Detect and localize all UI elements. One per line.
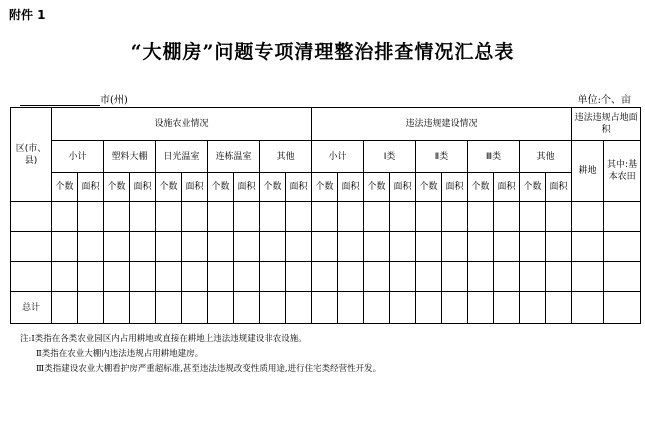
- district-header: 区(市、县): [11, 108, 52, 202]
- table-cell: [338, 262, 364, 292]
- table-cell: [572, 262, 604, 292]
- land-farmland-header: 耕地: [572, 141, 604, 202]
- note-text: Ⅱ类指在农业大棚内违法违规占用耕地建房。: [36, 349, 204, 359]
- summary-table: [10, 107, 641, 324]
- agri-subgroup-header: 小计: [52, 141, 104, 173]
- table-cell: [156, 202, 182, 232]
- agri-group-header: 设施农业情况: [52, 108, 312, 141]
- count-header: 个数: [468, 173, 494, 202]
- table-cell: [442, 292, 468, 324]
- table-cell: [182, 202, 208, 232]
- table-cell: [338, 292, 364, 324]
- table-cell: [234, 262, 260, 292]
- table-cell: [286, 262, 312, 292]
- table-cell: [494, 262, 520, 292]
- table-cell: [572, 202, 604, 232]
- table-cell: [604, 202, 641, 232]
- table-cell: [364, 292, 390, 324]
- note-text: Ⅲ类指建设农业大棚看护房严重超标准,甚至违法违规改变性质用途,进行住宅类经营性开发。: [36, 364, 382, 374]
- table-cell: [130, 292, 156, 324]
- area-header: 面积: [338, 173, 364, 202]
- illegal-subgroup-header: Ⅲ类: [468, 141, 520, 173]
- area-header: 面积: [546, 173, 572, 202]
- table-cell: [442, 232, 468, 262]
- note-2: [20, 347, 381, 362]
- table-cell: [260, 202, 286, 232]
- count-header: 个数: [312, 173, 338, 202]
- table-cell: [182, 292, 208, 324]
- table-cell: [468, 292, 494, 324]
- table-cell: [494, 292, 520, 324]
- count-header: 个数: [416, 173, 442, 202]
- table-cell: [442, 202, 468, 232]
- land-group-header: 违法违规占地面积: [572, 108, 641, 141]
- table-cell: [52, 292, 78, 324]
- table-cell: [130, 232, 156, 262]
- table-cell: [78, 202, 104, 232]
- area-header: 面积: [78, 173, 104, 202]
- table-cell: [286, 202, 312, 232]
- table-cell: [52, 262, 78, 292]
- table-cell: [182, 262, 208, 292]
- table-cell: [130, 262, 156, 292]
- count-header: 个数: [364, 173, 390, 202]
- total-row: [11, 292, 641, 324]
- land-basic-farmland-header: 其中:基本农田: [604, 141, 641, 202]
- table-cell: [104, 262, 130, 292]
- table-cell: [234, 232, 260, 262]
- area-header: 面积: [182, 173, 208, 202]
- table-cell: [260, 262, 286, 292]
- table-cell: [390, 232, 416, 262]
- table-cell: [104, 292, 130, 324]
- table-cell: [520, 232, 546, 262]
- city-suffix: 市(州): [100, 95, 128, 106]
- table-cell: [572, 232, 604, 262]
- table-cell: [494, 202, 520, 232]
- table-cell: [286, 292, 312, 324]
- table-cell: [604, 262, 641, 292]
- table-cell: [468, 232, 494, 262]
- count-header: 个数: [520, 173, 546, 202]
- table-cell: [546, 262, 572, 292]
- table-cell: [286, 232, 312, 262]
- table-cell: [78, 292, 104, 324]
- table-cell: [416, 292, 442, 324]
- table-cell: [104, 202, 130, 232]
- header-row-3: [11, 173, 641, 202]
- table-cell: [11, 202, 52, 232]
- area-header: 面积: [442, 173, 468, 202]
- table-cell: [390, 202, 416, 232]
- area-header: 面积: [234, 173, 260, 202]
- table-cell: [156, 292, 182, 324]
- table-cell: [156, 262, 182, 292]
- table-cell: [442, 262, 468, 292]
- table-cell: [52, 202, 78, 232]
- attachment-label: 附件 1: [9, 8, 46, 22]
- note-text: Ⅰ类指在各类农业园区内占用耕地或直接在耕地上违法违规建设非农设施。: [31, 334, 307, 344]
- area-header: 面积: [494, 173, 520, 202]
- city-field: [20, 91, 128, 106]
- count-header: 个数: [260, 173, 286, 202]
- table-cell: [604, 232, 641, 262]
- table-row: [11, 202, 641, 232]
- area-header: 面积: [286, 173, 312, 202]
- notes: [20, 332, 381, 377]
- illegal-subgroup-header: Ⅱ类: [416, 141, 468, 173]
- note-prefix: 注:: [20, 334, 32, 344]
- table-cell: [364, 262, 390, 292]
- table-cell: [416, 202, 442, 232]
- table-cell: [390, 262, 416, 292]
- count-header: 个数: [208, 173, 234, 202]
- count-header: 个数: [52, 173, 78, 202]
- area-header: 面积: [390, 173, 416, 202]
- table-cell: [338, 202, 364, 232]
- table-cell: [78, 232, 104, 262]
- note-1: [20, 332, 381, 347]
- illegal-group-header: 违法违规建设情况: [312, 108, 572, 141]
- total-label: 总计: [11, 292, 52, 324]
- table-cell: [416, 262, 442, 292]
- header-row-1: [11, 108, 641, 141]
- table-row: [11, 262, 641, 292]
- illegal-subgroup-header: 其他: [520, 141, 572, 173]
- table-cell: [182, 232, 208, 262]
- table-cell: [104, 232, 130, 262]
- table-cell: [416, 232, 442, 262]
- table-cell: [364, 232, 390, 262]
- table-cell: [520, 202, 546, 232]
- table-cell: [11, 262, 52, 292]
- table-cell: [520, 262, 546, 292]
- table-cell: [11, 232, 52, 262]
- table-cell: [312, 262, 338, 292]
- agri-subgroup-header: 塑料大棚: [104, 141, 156, 173]
- header-row-2: [11, 141, 641, 173]
- unit-label: 单位:个、亩: [577, 95, 631, 106]
- table-cell: [234, 292, 260, 324]
- table-cell: [260, 232, 286, 262]
- table-cell: [312, 202, 338, 232]
- city-blank-line: [20, 96, 100, 106]
- count-header: 个数: [156, 173, 182, 202]
- table-cell: [260, 292, 286, 324]
- table-cell: [572, 292, 604, 324]
- table-cell: [468, 262, 494, 292]
- table-cell: [520, 292, 546, 324]
- table-cell: [208, 202, 234, 232]
- agri-subgroup-header: 连栋温室: [208, 141, 260, 173]
- table-cell: [156, 232, 182, 262]
- table-cell: [604, 292, 641, 324]
- table-cell: [130, 202, 156, 232]
- table-cell: [364, 202, 390, 232]
- page-title: “大棚房”问题专项清理整治排查情况汇总表: [130, 41, 515, 63]
- table-cell: [546, 202, 572, 232]
- table-cell: [338, 232, 364, 262]
- table-cell: [78, 262, 104, 292]
- table-cell: [208, 232, 234, 262]
- illegal-subgroup-header: Ⅰ类: [364, 141, 416, 173]
- table-cell: [234, 202, 260, 232]
- agri-subgroup-header: 其他: [260, 141, 312, 173]
- area-header: 面积: [130, 173, 156, 202]
- table-row: [11, 232, 641, 262]
- table-cell: [208, 292, 234, 324]
- table-cell: [52, 232, 78, 262]
- table-cell: [546, 232, 572, 262]
- table-cell: [312, 232, 338, 262]
- table-cell: [390, 292, 416, 324]
- count-header: 个数: [104, 173, 130, 202]
- table-cell: [208, 262, 234, 292]
- table-cell: [494, 232, 520, 262]
- table-cell: [468, 202, 494, 232]
- table-cell: [312, 292, 338, 324]
- agri-subgroup-header: 日光温室: [156, 141, 208, 173]
- illegal-subgroup-header: 小计: [312, 141, 364, 173]
- note-3: [20, 362, 381, 377]
- table-cell: [546, 292, 572, 324]
